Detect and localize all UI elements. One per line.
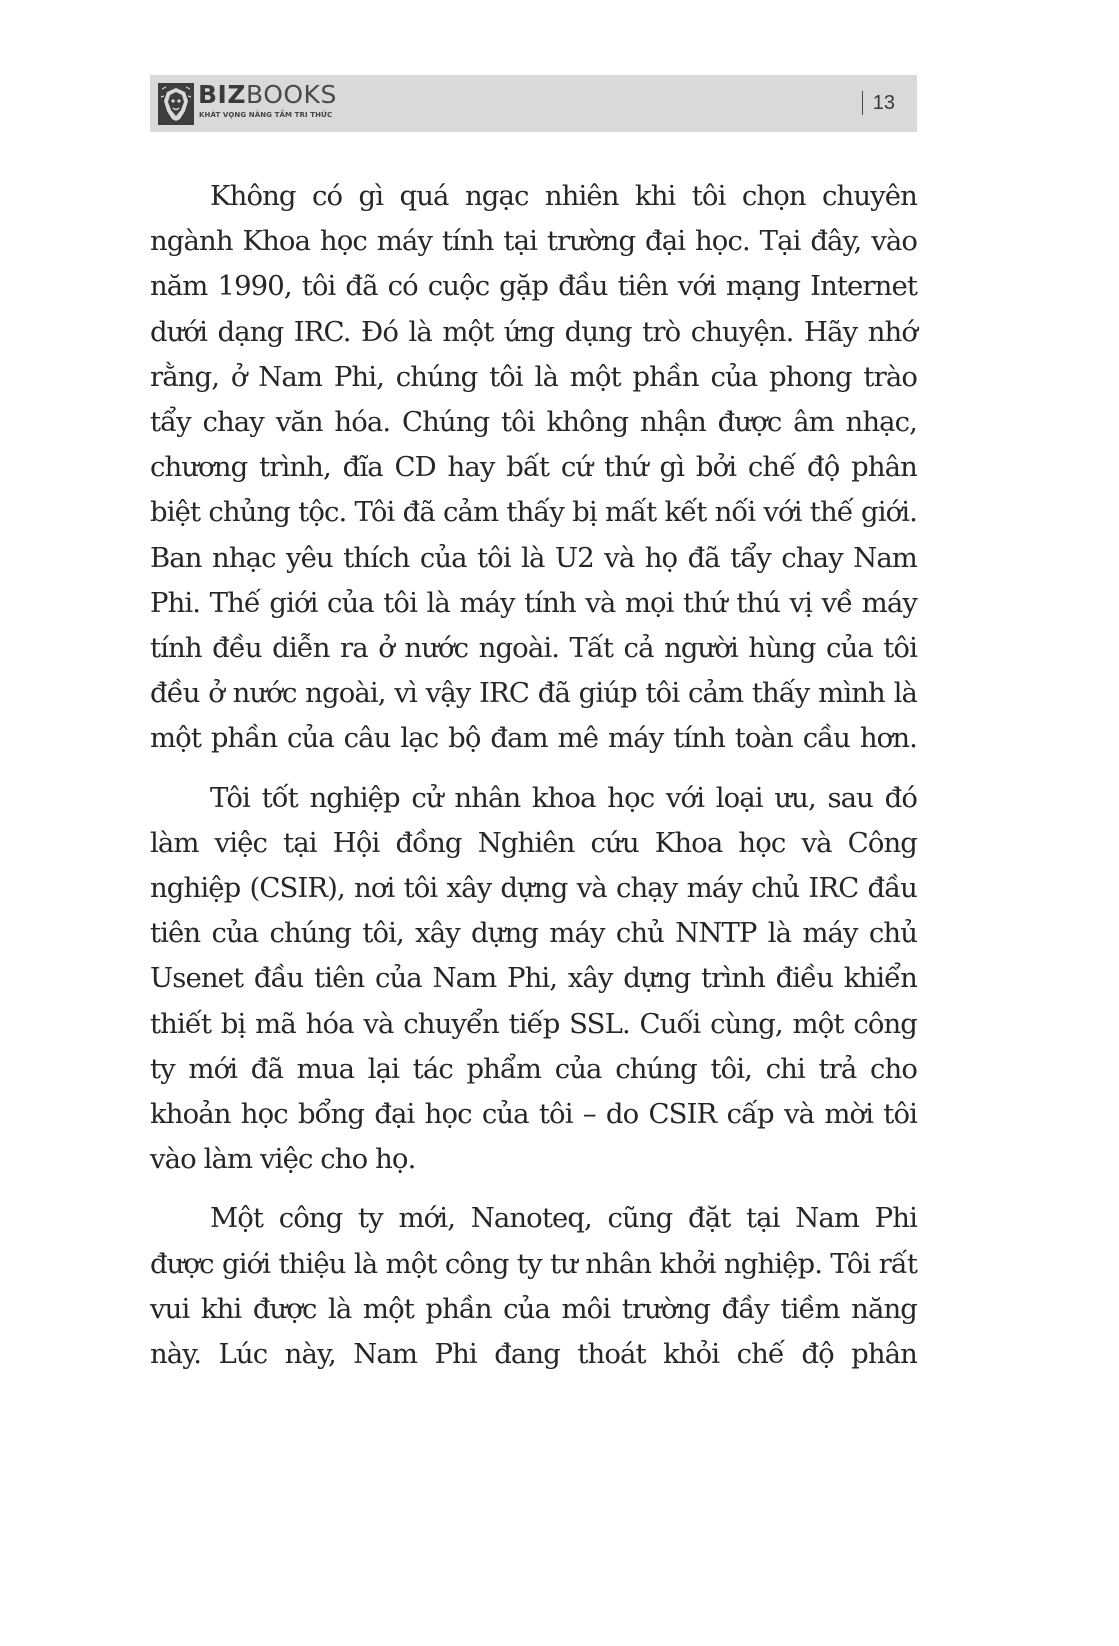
page-number: 13 [862, 91, 895, 115]
paragraph-2: Tôi tốt nghiệp cử nhân khoa học với loại ưu, sau đó làm việc tại Hội đồng Nghiên cứu Khoa học và Công nghiệp (CSIR), nơi tôi xây dựng và chạy máy chủ IRC đầu tiên của chúng tôi, xây dựng máy chủ NNTP là máy chủ Usenet đầu tiên của Nam Phi, xây dựng trình điều khiển thiết bị mã hóa và chuyển tiếp SSL. Cuối cùng, một công ty mới đã mua lại tác phẩm của chúng tôi, chi trả cho khoản học bổng đại học của tôi – do CSIR cấp và mời tôi vào làm việc cho họ. [150, 781, 917, 1176]
paragraph-3: Một công ty mới, Nanoteq, cũng đặt tại Nam Phi được giới thiệu là một công ty tư nhân khởi nghiệp. Tôi rất vui khi được là một phần của môi trường đầy tiềm năng này. Lúc này, Nam Phi đang thoát khỏi chế độ phân [150, 1202, 917, 1371]
brand-tagline: KHÁT VỌNG NÂNG TẦM TRI THỨC [199, 111, 333, 119]
lion-head-icon [158, 83, 194, 125]
body-text [150, 174, 917, 1391]
brand-biz: BIZ [198, 80, 246, 109]
running-header [150, 75, 917, 132]
paragraph-1: Không có gì quá ngạc nhiên khi tôi chọn chuyên ngành Khoa học máy tính tại trường đại học. Tại đây, vào năm 1990, tôi đã có cuộc gặp đầu tiên với mạng Internet dưới dạng IRC. Đó là một ứng dụng trò chuyện. Hãy nhớ rằng, ở Nam Phi, chúng tôi là một phần của phong trào tẩy chay văn hóa. Chúng tôi không nhận được âm nhạc, chương trình, đĩa CD hay bất cứ thứ gì bởi chế độ phân biệt chủng tộc. Tôi đã cảm thấy bị mất kết nối với thế giới. Ban nhạc yêu thích của tôi là U2 và họ đã tẩy chay Nam Phi. Thế giới của tôi là máy tính và mọi thứ thú vị về máy tính đều diễn ra ở nước ngoài. Tất cả người hùng của tôi đều ở nước ngoài, vì vậy IRC đã giúp tôi cảm thấy mình là một phần của câu lạc bộ đam mê máy tính toàn cầu hơn. [150, 180, 917, 755]
brand-books: BOOKS [245, 80, 337, 109]
publisher-logo [158, 80, 337, 127]
brand-name [198, 81, 337, 109]
